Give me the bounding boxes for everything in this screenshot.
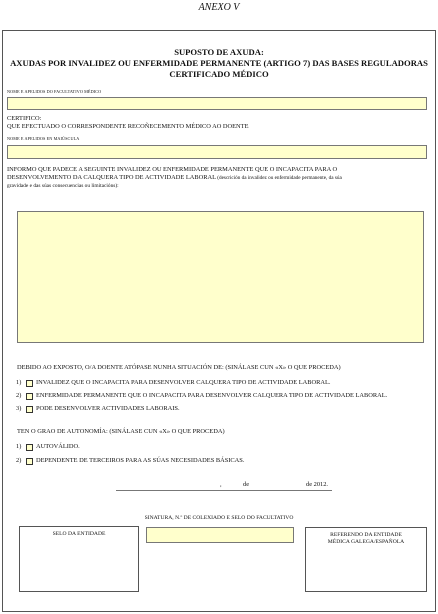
situation-option-3-checkbox[interactable] bbox=[26, 406, 33, 413]
situation-option-1-checkbox[interactable] bbox=[26, 380, 33, 387]
date-comma: , bbox=[220, 481, 222, 488]
inform-line-3: gravidade e das súas consecuencias ou limitacións): bbox=[7, 183, 119, 189]
autonomy-option-2-checkbox[interactable] bbox=[26, 458, 33, 465]
autonomy-option-1-text: AUTOVÁLIDO. bbox=[36, 443, 80, 450]
autonomy-option-2-text: DEPENDENTE DE TERCEIROS PARA AS SÚAS NECESIDADES BÁSICAS. bbox=[36, 457, 245, 464]
inform-line-2-main: DESENVOLVEMENTO DA CALQUERA TIPO DE ACTIVIDADE LABORAL bbox=[7, 174, 216, 181]
situation-option-3-text: PODE DESENVOLVER ACTIVIDADES LABORAIS. bbox=[36, 405, 180, 412]
signature-field[interactable] bbox=[146, 527, 294, 543]
reference-box[interactable] bbox=[305, 527, 427, 592]
autonomy-heading: TEN O GRAO DE AUTONOMÍA: (SINÁLASE CUN «X» O QUE PROCEDA) bbox=[17, 428, 225, 435]
autonomy-option-1-checkbox[interactable] bbox=[26, 444, 33, 451]
entity-seal-box[interactable] bbox=[19, 526, 139, 592]
form-title-3: CERTIFICADO MÉDICO bbox=[169, 69, 269, 79]
patient-name-label: NOME E APELIDOS EN MAIÚSCULA bbox=[7, 136, 80, 141]
patient-name-field[interactable] bbox=[7, 145, 427, 159]
date-year: de 2012. bbox=[306, 481, 329, 488]
doctor-name-label: NOME E APELIDOS DO FACULTATIVO MÉDICO bbox=[7, 89, 102, 94]
situation-option-2-number: 2) bbox=[16, 392, 22, 399]
situation-option-1-text: INVALIDEZ QUE O INCAPACITA PARA DESENVOLVER CALQUERA TIPO DE ACTIVIDADE LABORAL. bbox=[36, 379, 331, 386]
situation-option-2-text: ENFERMIDADE PERMANENTE QUE O INCAPACITA PARA DESENVOLVER CALQUERA TIPO DE ACTIVIDADE LABORAL. bbox=[36, 392, 388, 399]
entity-seal-label: SELO DA ENTIDADE bbox=[52, 531, 106, 537]
date-de: de bbox=[243, 481, 250, 488]
reference-label-2: MÉDICA GALEGA/ESPAÑOLA bbox=[327, 539, 405, 545]
autonomy-option-1-number: 1) bbox=[16, 443, 22, 450]
situation-heading: DEBIDO AO EXPOSTO, O/A DOENTE ATÓPASE NUNHA SITUACIÓN DE: (SINÁLASE CUN «X» O QUE PROCEDA) bbox=[17, 364, 341, 371]
annex-label: ANEXO V bbox=[198, 2, 240, 13]
inform-line-2 bbox=[7, 174, 433, 182]
reference-label-1: REFERENDO DA ENTIDADE bbox=[330, 532, 402, 538]
autonomy-option-2-number: 2) bbox=[16, 457, 22, 464]
situation-option-1-number: 1) bbox=[16, 379, 22, 386]
situation-option-2-checkbox[interactable] bbox=[26, 393, 33, 400]
inform-line-1: INFORMO QUE PADECE A SEGUINTE INVALIDEZ OU ENFERMIDADE PERMANENTE QUE O INCAPACITA PARA O bbox=[7, 166, 338, 173]
situation-option-3-number: 3) bbox=[16, 405, 22, 412]
form-title-2: AXUDAS POR INVALIDEZ OU ENFERMIDADE PERMANENTE (ARTIGO 7) DAS BASES REGULADORAS bbox=[10, 58, 428, 68]
inform-line-2-small: (descrición da invalidez ou enfermidade permanente, da súa bbox=[216, 175, 342, 181]
form-title-1: SUPOSTO DE AXUDA: bbox=[174, 47, 264, 57]
date-line bbox=[116, 490, 332, 491]
certifico-text: QUE EFECTUADO O CORRESPONDENTE RECOÑECEMENTO MÉDICO AO DOENTE bbox=[7, 123, 249, 130]
signature-label: SINATURA, N.º DE COLEXIADO E SELO DO FACULTATIVO bbox=[144, 515, 294, 521]
doctor-name-field[interactable] bbox=[7, 97, 427, 110]
condition-description-field[interactable] bbox=[17, 211, 424, 343]
certifico-label: CERTIFICO: bbox=[7, 115, 42, 122]
